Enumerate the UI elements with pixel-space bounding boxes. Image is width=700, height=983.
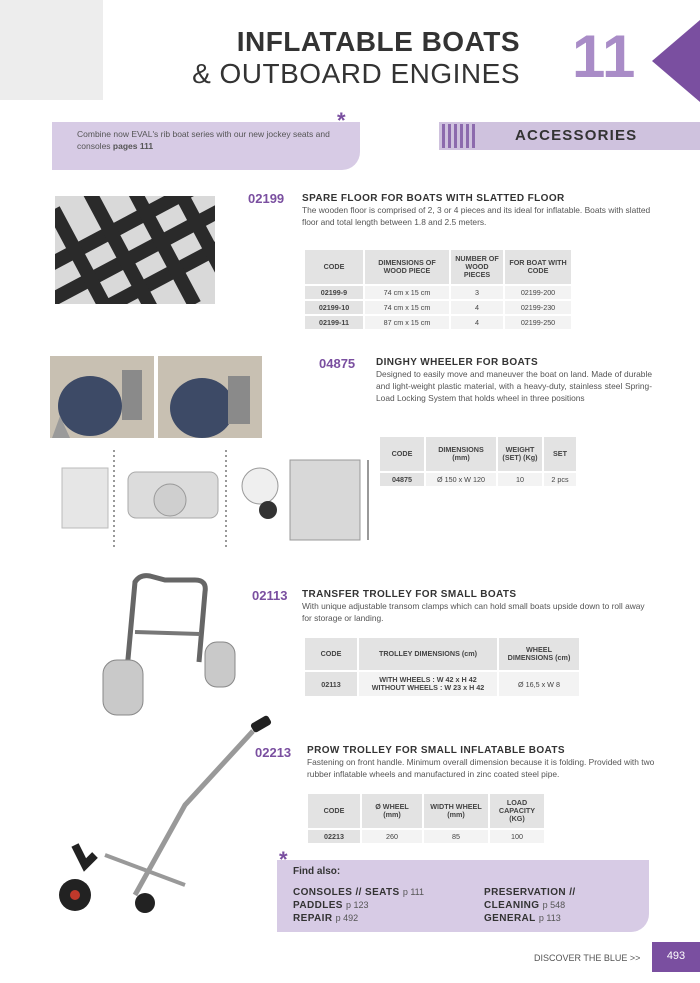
table-header: CODE [305, 638, 357, 670]
note-link[interactable]: pages 111 [112, 141, 154, 151]
product-code-02199: 02199 [248, 191, 285, 206]
table-header: SET [544, 437, 576, 471]
corner-block [0, 0, 103, 100]
wheeler-photo-1 [50, 356, 154, 438]
table-header: FOR BOAT WITH CODE [505, 250, 571, 284]
find-also-col-right [484, 886, 576, 925]
find-also-item[interactable]: CLEANING p 548 [484, 900, 566, 911]
page-number: 493 [666, 950, 686, 962]
product-code-02113: 02113 [252, 588, 288, 603]
table-row: 02199-10 74 cm x 15 cm 4 02199-230 [305, 301, 571, 314]
table-header: CODE [380, 437, 424, 471]
chapter-chevron-icon [652, 20, 700, 102]
footer-tagline: DISCOVER THE BLUE >> [534, 953, 641, 963]
table-row: 02113 WITH WHEELS : W 42 x H 42 WITHOUT WHEELS : W 23 x H 42 Ø 16,5 x W 8 [305, 672, 579, 696]
table-header: WIDTH WHEEL (mm) [424, 794, 488, 828]
find-also-star: * [279, 847, 288, 872]
find-also-item[interactable]: GENERAL p 113 [484, 913, 561, 924]
find-also-item[interactable]: PRESERVATION // [484, 887, 576, 898]
table-row: 04875 Ø 150 x W 120 10 2 pcs [380, 473, 576, 486]
product-code-04875: 04875 [319, 356, 356, 371]
find-also-item[interactable]: CONSOLES // SEATS p 111 [293, 887, 425, 898]
prow-trolley-image [45, 715, 275, 915]
product-title-02199: SPARE FLOOR FOR BOATS WITH SLATTED FLOOR [302, 193, 565, 204]
page-title-line1: INFLATABLE BOATS [236, 26, 520, 57]
table-header: DIMENSIONS OF WOOD PIECE [365, 250, 449, 284]
find-also-title: Find also: [293, 866, 341, 877]
note-star: * [337, 108, 346, 133]
product-title-02113: TRANSFER TROLLEY FOR SMALL BOATS [302, 589, 517, 600]
product-desc-02113: With unique adjustable transom clamps which can hold small boats upside down to roll away for storage or landing. [302, 601, 645, 623]
section-stripes [442, 124, 478, 148]
spec-table-02199 [303, 248, 573, 331]
chapter-number: 11 [572, 23, 636, 90]
find-also-item[interactable]: REPAIR p 492 [293, 913, 359, 924]
table-header: TROLLEY DIMENSIONS (cm) [359, 638, 497, 670]
product-code-02213: 02213 [255, 745, 292, 760]
product-desc-04875: Designed to easily move and maneuver the boat on land. Made of durable and light-weight plastic material, with a heavy-duty, stainless steel Spring-Load Locking System that holds wheel in three positions [376, 369, 652, 403]
table-header: CODE [305, 250, 363, 284]
table-row: 02199-9 74 cm x 15 cm 3 02199-200 [305, 286, 571, 299]
product-title-02213: PROW TROLLEY FOR SMALL INFLATABLE BOATS [307, 745, 565, 756]
spec-table-02113 [303, 636, 581, 698]
table-header: CODE [308, 794, 360, 828]
table-header: WHEEL DIMENSIONS (cm) [499, 638, 579, 670]
table-header: NUMBER OF WOOD PIECES [451, 250, 503, 284]
wheeler-photo-2 [158, 356, 262, 438]
transfer-trolley-image [95, 572, 245, 722]
slatted-floor-image [55, 196, 215, 304]
table-row: 02199-11 87 cm x 15 cm 4 02199-250 [305, 316, 571, 329]
spec-table-02213 [306, 792, 546, 845]
table-header: LOAD CAPACITY (KG) [490, 794, 544, 828]
table-header: WEIGHT (SET) (Kg) [498, 437, 542, 471]
find-also-item[interactable]: PADDLES p 123 [293, 900, 369, 911]
page-title-line2: & OUTBOARD ENGINES [192, 58, 520, 89]
note-text: Combine now EVAL's rib boat series with our new jockey seats and consoles pages 111 [77, 129, 330, 151]
section-label: ACCESSORIES [515, 127, 638, 144]
product-desc-02213: Fastening on front handle. Minimum overall dimension because it is folding. Provided with two rubber inflatable wheels and manufactured in zinc coated steel pipe. [307, 757, 655, 779]
table-header: DIMENSIONS (mm) [426, 437, 496, 471]
product-desc-02199: The wooden floor is comprised of 2, 3 or 4 pieces and its ideal for inflatable. Boats with slatted floor and total length between 1.8 and 2.5 meters. [302, 205, 651, 227]
wheeler-detail-images [50, 450, 375, 550]
spec-table-04875 [378, 435, 578, 488]
table-row: 02213 260 85 100 [308, 830, 544, 843]
find-also-col-left [293, 886, 424, 925]
product-title-04875: DINGHY WHEELER FOR BOATS [376, 357, 539, 368]
table-header: Ø WHEEL (mm) [362, 794, 422, 828]
